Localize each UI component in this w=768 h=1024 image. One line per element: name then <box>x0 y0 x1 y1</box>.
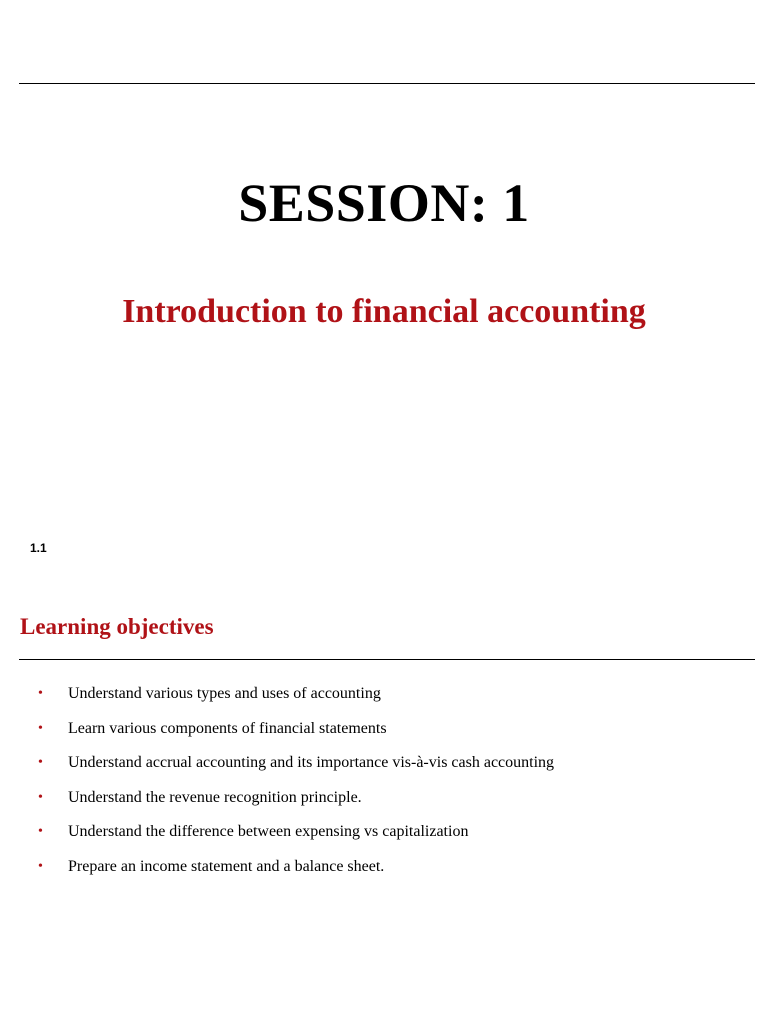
section-divider <box>19 659 755 660</box>
bullet-icon: • <box>38 858 43 874</box>
list-item <box>38 683 554 718</box>
list-item <box>38 718 554 753</box>
bullet-icon: • <box>38 686 43 701</box>
list-item <box>38 821 554 856</box>
list-item <box>38 787 554 822</box>
session-subtitle: Introduction to financial accounting <box>122 293 646 330</box>
bullet-icon: • <box>38 755 43 771</box>
list-item <box>38 856 554 891</box>
objective-text: Understand the difference between expensing vs capitalization <box>68 823 469 841</box>
list-item <box>38 752 554 787</box>
slide-number: 1.1 <box>30 541 47 555</box>
bullet-icon: • <box>38 824 43 840</box>
session-title: SESSION: 1 <box>238 173 530 233</box>
bullet-icon: • <box>38 789 43 805</box>
objective-text: Prepare an income statement and a balance sheet. <box>68 857 385 875</box>
objective-text: Understand the revenue recognition principle. <box>68 788 362 806</box>
objectives-list <box>38 683 554 891</box>
objective-text: Understand various types and uses of accounting <box>68 685 381 702</box>
objective-text: Learn various components of financial statements <box>68 719 387 737</box>
learning-objectives-heading: Learning objectives <box>20 614 214 639</box>
objective-text: Understand accrual accounting and its importance vis-à-vis cash accounting <box>68 754 555 772</box>
bullet-icon: • <box>38 720 43 736</box>
top-divider <box>19 83 755 84</box>
